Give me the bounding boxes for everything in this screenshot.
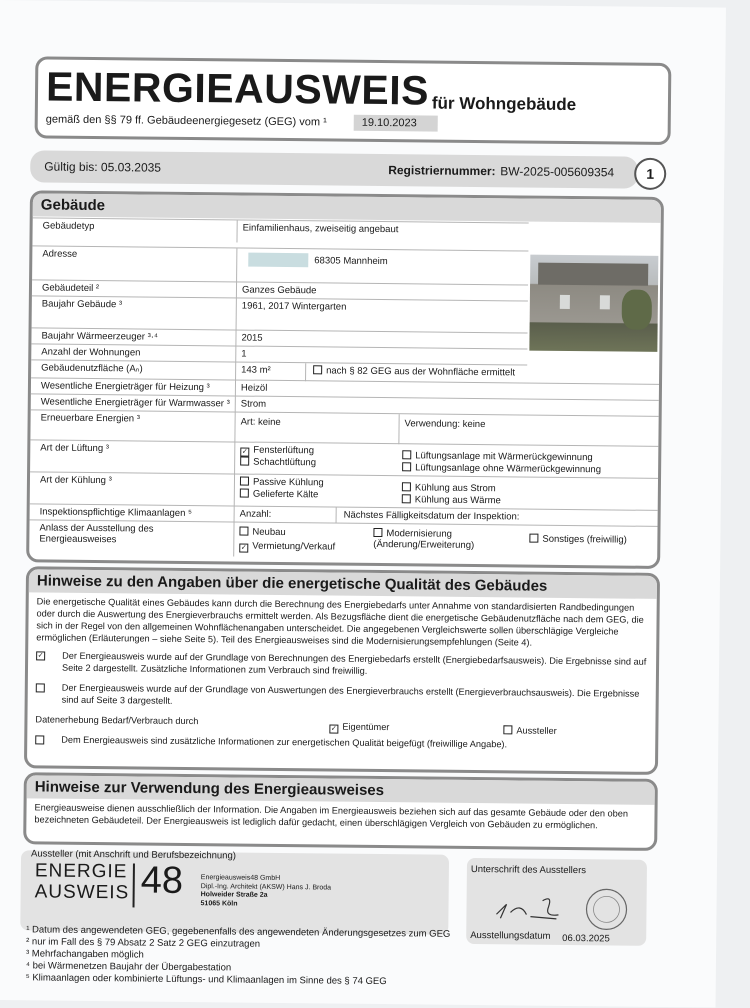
ac-next-inspection: Nächstes Fälligkeitsdatum der Inspektion: [343, 509, 520, 523]
area-method-option: nach § 82 GEG aus der Wohnfläche ermittelt [313, 365, 515, 378]
vent-window-checkbox[interactable]: ✓ [241, 448, 248, 456]
demand-checkbox[interactable]: ✓ [37, 652, 44, 660]
value-renewable-use: Verwendung: keine [404, 418, 486, 431]
area-method-checkbox[interactable] [313, 365, 322, 374]
issuer-address: Energieausweis48 GmbH Dipl.-Ing. Architekt (AKSW) Hans J. Broda Holweider Straße 2a 51065 Köln [200, 874, 332, 908]
reason-other-checkbox[interactable] [529, 534, 538, 543]
building-section [26, 190, 664, 569]
valid-until: Gültig bis: 05.03.2035 [44, 159, 162, 175]
label-air-conditioning: Inspektionspflichtige Klimaanlagen ⁵ [39, 506, 193, 520]
option-demand [36, 649, 648, 679]
value-heater-year: 2015 [241, 332, 263, 344]
vent-option-shaft: Schachtlüftung [240, 457, 316, 469]
cool-option-passive: Passive Kühlung [240, 477, 324, 489]
vent-option-no-recovery: Lüftungsanlage ohne Wärmerückgewinnung [402, 462, 601, 475]
reason-new-checkbox[interactable] [239, 527, 248, 536]
row-building-type [32, 217, 528, 245]
label-build-year: Baujahr Gebäude ³ [41, 298, 123, 311]
reason-option-other: Sonstiges (freiwillig) [529, 534, 627, 546]
label-building-part: Gebäudeteil ² [41, 282, 100, 295]
quality-section [24, 566, 660, 775]
usage-text: Energieausweise dienen ausschließlich der Information. Die Angaben im Energieausweis beziehen sich auf das gesamte Gebäude oder den oben bezeichneten Gebäudeteil. Der Energieausweis ist lediglich dafür gedacht, einen überschlägigen Vergleich von Gebäuden zu ermöglichen. [34, 802, 629, 831]
footnote-4: ⁴ bei Wärmenetzen Baujahr der Übergabestation [25, 960, 232, 974]
issuer-logo-number: 48 [140, 859, 184, 902]
law-reference: gemäß den §§ 79 ff. Gebäudeenergiegesetz (GEG) vom ¹ [45, 113, 327, 129]
document-title: ENERGIEAUSWEIS [45, 63, 430, 114]
value-address: 68305 Mannheim [314, 255, 388, 268]
issuer-logo-text: ENERGIE AUSWEIS [34, 860, 130, 904]
data-collection-label: Datenerhebung Bedarf/Verbrauch durch [35, 714, 199, 727]
photo-roof [538, 263, 648, 286]
demand-text: Der Energieausweis wurde auf der Grundlage von Berechnungen des Energiebedarfs erstellt (Energiebedarfsausweis). Die Ergebnisse sind auf Seite 2 dargestellt. Zusätzliche Informationen zum Verbrauch sind freiwillig. [61, 650, 647, 676]
page-number: 1 [634, 158, 666, 190]
cool-passive-checkbox[interactable] [240, 477, 249, 486]
label-renewable: Erneuerbare Energien ³ [40, 412, 140, 425]
law-date: 19.10.2023 [354, 115, 438, 132]
value-building-part: Ganzes Gebäude [241, 284, 317, 297]
vent-shaft-checkbox[interactable] [240, 457, 249, 466]
reason-option-new: Neubau [239, 527, 285, 538]
reason-option-rent-sale: ✓ Vermietung/Verkauf [240, 540, 336, 553]
signature-box [466, 858, 647, 946]
issue-date-label: Ausstellungsdatum [470, 929, 551, 942]
label-units: Anzahl der Wohnungen [41, 346, 141, 359]
footnote-3: ³ Mehrfachangaben möglich [25, 948, 144, 961]
data-issuer-checkbox[interactable] [503, 725, 512, 734]
cool-option-heat: Kühlung aus Wärme [402, 494, 501, 506]
label-heat-carrier: Wesentliche Energieträger für Heizung ³ [40, 380, 210, 394]
footnote-2: ² nur im Fall des § 79 Absatz 2 Satz 2 GEG einzutragen [26, 936, 261, 950]
cool-electric-checkbox[interactable] [402, 482, 411, 491]
data-owner-checkbox[interactable]: ✓ [330, 725, 337, 733]
row-reason [29, 519, 657, 561]
document-title-suffix: für Wohngebäude [431, 93, 577, 115]
reason-option-modernisation: Modernisierung (Änderung/Erweiterung) [373, 528, 475, 551]
label-water-carrier: Wesentliche Energieträger für Warmwasser ³ [40, 396, 230, 410]
vent-recovery-checkbox[interactable] [402, 450, 411, 459]
signature-stamp [486, 884, 637, 936]
consumption-text: Der Energieausweis wurde auf der Grundlage von Auswertungen des Energieverbrauchs erstellt (Energieverbrauchsausweis). Die Ergebnisse sind auf Seite 3 dargestellt. [61, 682, 640, 706]
value-area: 143 m² [241, 364, 271, 376]
logo-divider [133, 863, 135, 907]
cool-delivered-checkbox[interactable] [240, 489, 249, 498]
title-box [35, 56, 672, 145]
extra-info-text: Dem Energieausweis sind zusätzliche Informationen zur energetischen Qualität beigefügt (freiwillige Angabe). [61, 734, 508, 750]
cool-heat-checkbox[interactable] [402, 494, 411, 503]
data-owner-option: ✓ Eigentümer [330, 721, 390, 733]
usage-heading: Hinweise zur Verwendung des Energieausweises [27, 775, 655, 805]
validity-bar [30, 150, 638, 188]
ac-count: Anzahl: [239, 508, 272, 520]
label-building-type: Gebäudetyp [42, 220, 95, 233]
registration-number: BW-2025-005609354 [500, 164, 615, 180]
value-building-type: Einfamilienhaus, zweiseitig angebaut [242, 222, 399, 236]
building-heading: Gebäude [33, 193, 661, 223]
data-issuer-option: Aussteller [503, 724, 556, 737]
quality-intro: Die energetische Qualität eines Gebäudes kann durch die Berechnung des Energiebedarfs unter Annahme von standardisierten Randbedingungen oder durch die Auswertung des Energieverbrauchs ermittelt werden. Als Bezugsfläche dient die energetische Gebäudenutzfläche nach dem GEG, die sich in der Regel von den allgemeinen Wohnflächenangaben unterscheidet. Die angegebenen Vergleichswerte sollen überschlägige Vergleiche ermöglichen (Erläuterungen – siehe Seite 5). Teil des Energieausweises sind die Modernisierungsempfehlungen (Seite 4). [36, 596, 644, 648]
label-address: Adresse [42, 248, 78, 260]
label-ventilation: Art der Lüftung ³ [40, 442, 110, 455]
vent-no-recovery-checkbox[interactable] [402, 462, 411, 471]
consumption-checkbox[interactable] [36, 683, 45, 692]
vent-option-window: ✓ Fensterlüftung [241, 444, 315, 457]
cool-option-electric: Kühlung aus Strom [402, 482, 496, 494]
value-heat-carrier: Heizöl [240, 382, 268, 394]
redacted-street [248, 253, 308, 268]
quality-heading: Hinweise zu den Angaben über die energetische Qualität des Gebäudes [29, 569, 657, 599]
reason-rent-sale-checkbox[interactable]: ✓ [240, 544, 247, 552]
issue-date: 06.03.2025 [562, 932, 610, 945]
registration-label: Registriernummer: [388, 163, 496, 179]
vent-option-recovery: Lüftungsanlage mit Wärmerückgewinnung [402, 450, 593, 463]
footnote-5: ⁵ Klimaanlagen oder kombinierte Lüftungs- und Klimaanlagen im Sinne des § 74 GEG [25, 972, 387, 988]
label-heater-year: Baujahr Wärmeerzeuger ³·⁴ [41, 330, 159, 343]
footnote-1: ¹ Datum des angewendeten GEG, gegebenenfalls des angewendeten Änderungsgesetzes zum GEG [26, 924, 451, 940]
label-area: Gebäudenutzfläche (Aₙ) [41, 362, 143, 375]
photo-tree [622, 290, 652, 330]
label-reason: Anlass der Ausstellung des Energieausweises [39, 522, 154, 546]
cool-option-delivered: Gelieferte Kälte [240, 489, 319, 501]
option-consumption [36, 681, 648, 711]
extra-info-checkbox[interactable] [35, 735, 44, 744]
issuer-box [20, 850, 449, 934]
value-units: 1 [241, 348, 247, 360]
issuer-label: Aussteller (mit Anschrift und Berufsbezeichnung) [31, 848, 236, 862]
value-build-year: 1961, 2017 Wintergarten [241, 300, 347, 313]
reason-modernisation-checkbox[interactable] [373, 528, 382, 537]
value-renewable-type: Art: keine [240, 416, 281, 428]
house-photo [529, 255, 658, 352]
value-water-carrier: Strom [240, 398, 267, 410]
label-cooling: Art der Kühlung ³ [39, 474, 112, 487]
signature-label: Unterschrift des Ausstellers [470, 863, 587, 877]
usage-section [23, 772, 658, 851]
